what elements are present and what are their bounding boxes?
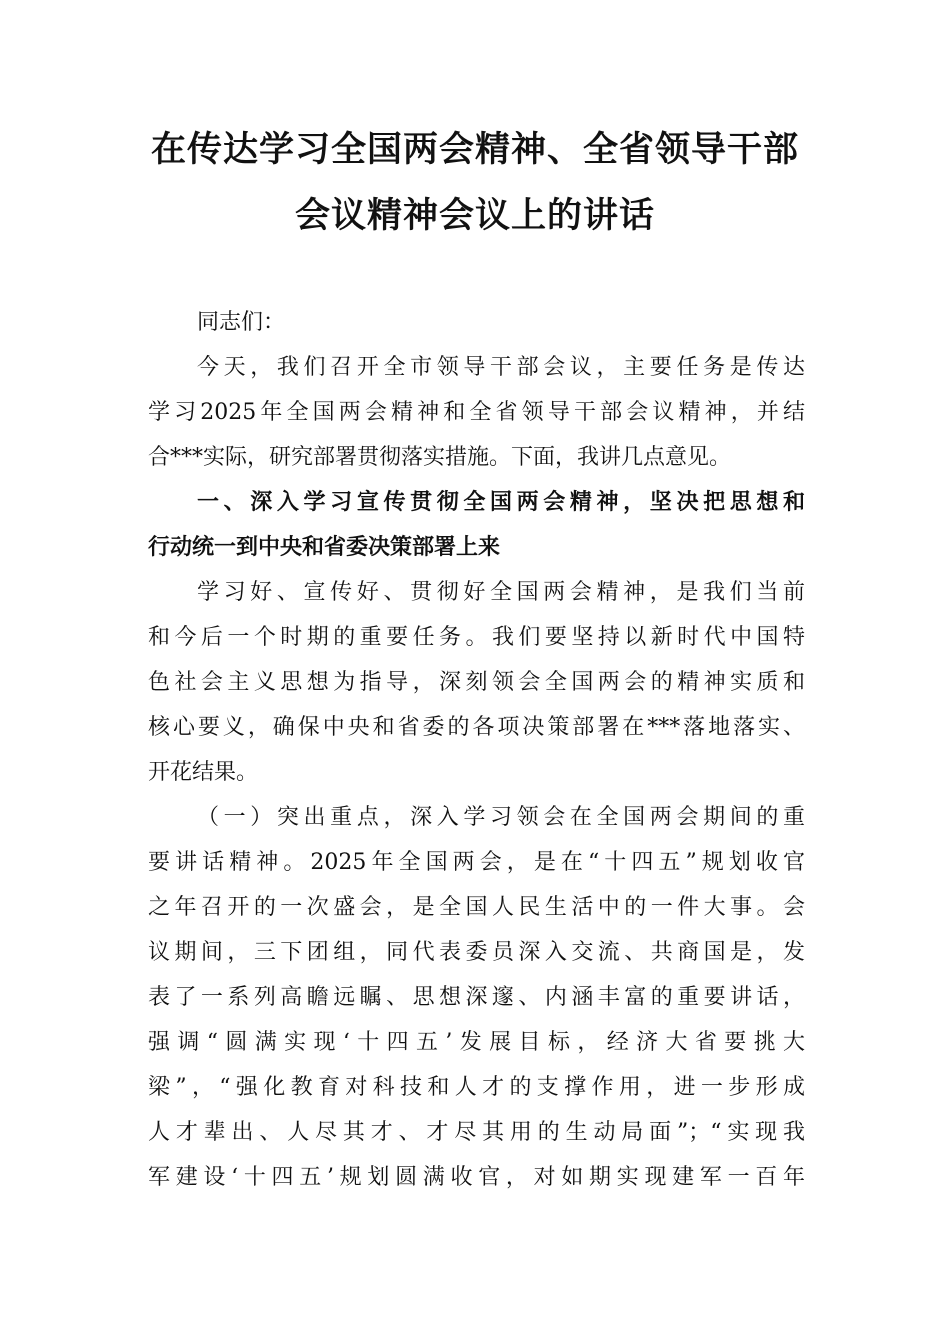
paragraph-line: 议期间，三下团组，同代表委员深入交流、共商国是，发 [148, 940, 805, 965]
paragraph-line: 和今后一个时期的重要任务。我们要坚持以新时代中国特 [148, 625, 805, 650]
paragraph-line: 人才辈出、人尽其才、才尽其用的生动局面”；“实现我 [148, 1120, 805, 1145]
paragraph-line: （一）突出重点，深入学习领会在全国两会期间的重 [197, 805, 805, 830]
paragraph-line: 核心要义，确保中央和省委的各项决策部署在***落地落实、 [148, 715, 805, 740]
paragraph-line: 之年召开的一次盛会，是全国人民生活中的一件大事。会 [148, 895, 805, 920]
section-heading-line: 一、深入学习宣传贯彻全国两会精神，坚决把思想和 [197, 490, 805, 515]
paragraph-line: 梁”，“强化教育对科技和人才的支撑作用，进一步形成 [148, 1075, 805, 1100]
salutation: 同志们： [197, 310, 286, 335]
paragraph-line: 学习好、宣传好、贯彻好全国两会精神，是我们当前 [197, 580, 805, 605]
document-title-line-1: 在传达学习全国两会精神、全省领导干部 [150, 129, 799, 170]
paragraph-line: 合***实际，研究部署贯彻落实措施。下面，我讲几点意见。 [148, 445, 732, 470]
paragraph-line: 色社会主义思想为指导，深刻领会全国两会的精神实质和 [148, 670, 805, 695]
document-body [148, 300, 805, 1200]
paragraph-line: 学习2025年全国两会精神和全省领导干部会议精神，并结 [148, 400, 805, 425]
paragraph-line: 军建设‘十四五’规划圆满收官，对如期实现建军一百年 [148, 1165, 805, 1190]
paragraph-line: 今天，我们召开全市领导干部会议，主要任务是传达 [197, 355, 805, 380]
document-title-line-2: 会议精神会议上的讲话 [294, 195, 655, 236]
paragraph-line: 要讲话精神。2025年全国两会，是在“十四五”规划收官 [148, 850, 805, 875]
paragraph-line: 开花结果。 [148, 760, 259, 785]
paragraph-line: 表了一系列高瞻远瞩、思想深邃、内涵丰富的重要讲话， [148, 985, 805, 1010]
paragraph-line: 强调“圆满实现‘十四五’发展目标，经济大省要挑大 [148, 1030, 805, 1055]
section-heading-line: 行动统一到中央和省委决策部署上来 [148, 535, 501, 560]
